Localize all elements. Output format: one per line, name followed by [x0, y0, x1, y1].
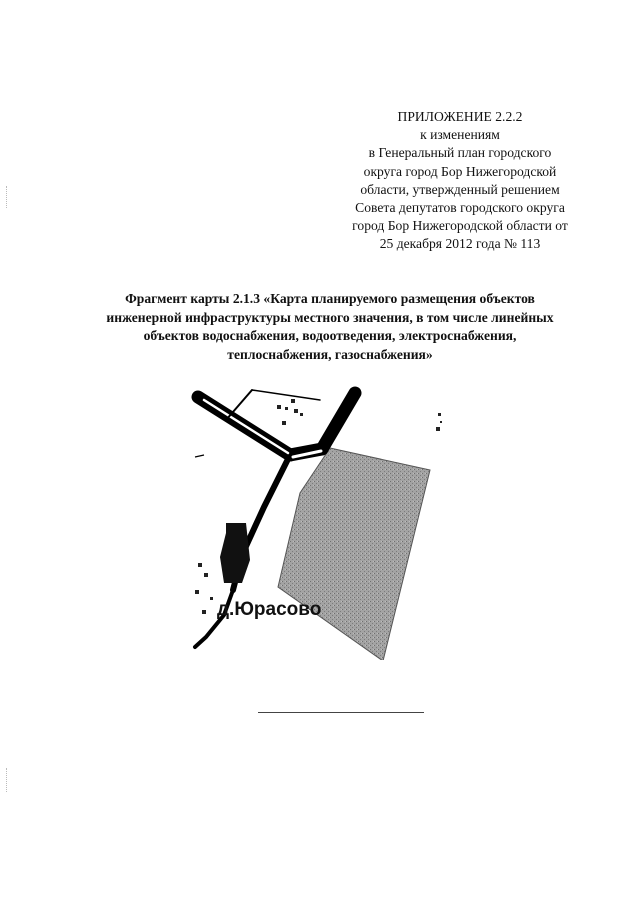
place-label-yurasovo: д.Юрасово [217, 599, 322, 620]
appendix-header [320, 108, 600, 254]
title-line: теплоснабжения, газоснабжения» [227, 346, 433, 362]
building [226, 523, 246, 559]
map-fragment [190, 385, 450, 660]
appendix-line: области, утвержденный решением [360, 181, 560, 197]
title-line: инженерной инфраструктуры местного значения, в том числе линейных [106, 309, 554, 325]
map-dash [195, 455, 204, 457]
scan-edge-mark-bottom [6, 768, 7, 792]
appendix-line: к изменениям [420, 127, 500, 143]
scan-edge-mark-top [6, 186, 7, 208]
appendix-line: округа город Бор Нижегородской [363, 163, 557, 179]
appendix-line: Совета депутатов городского округа [355, 200, 565, 216]
title-line: Фрагмент карты 2.1.3 «Карта планируемого размещения объектов [125, 291, 535, 306]
appendix-line: в Генеральный план городского [368, 145, 552, 161]
appendix-line: ПРИЛОЖЕНИЕ 2.2.2 [397, 109, 523, 124]
appendix-line: город Бор Нижегородской области от [352, 218, 568, 234]
planned-area-polygon [278, 448, 430, 660]
footer-rule [258, 712, 424, 713]
appendix-line: 25 декабря 2012 года № 113 [379, 236, 541, 252]
title-line: объектов водоснабжения, водоотведения, электроснабжения, [143, 328, 517, 343]
map-fragment-title [80, 290, 580, 364]
